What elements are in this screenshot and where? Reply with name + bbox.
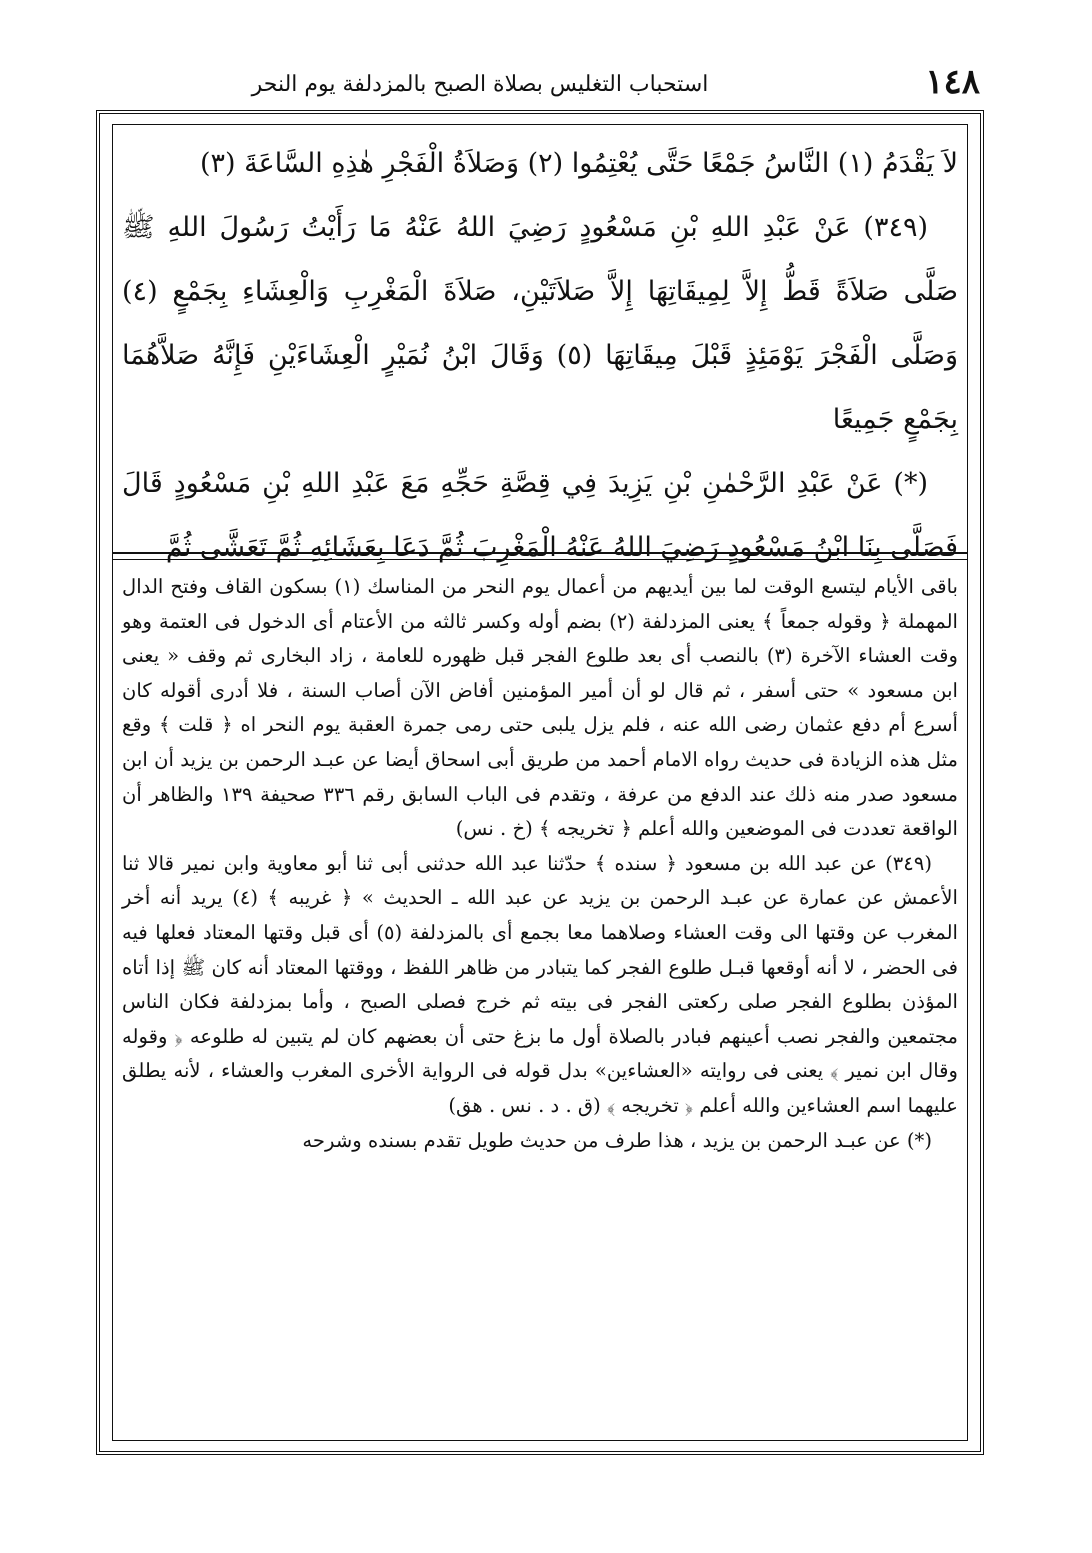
main-text [122, 132, 958, 580]
main-paragraph-3: (*) عَنْ عَبْدِ الرَّحْمٰنِ بْنِ يَزِيدَ فِي قِصَّةِ حَجِّهِ مَعَ عَبْدِ اللهِ بْنِ مَسْعُودٍ قَالَ فَصَلَّى بِنَا ابْنُ مَسْعُودٍ رَضِيَ اللهُ عَنْهُ الْمَغْرِبَ ثُمَّ دَعَا بِعَشَائِهِ ثُمَّ تَعَشَّى ثُمَّ [122, 468, 958, 563]
running-title: استحباب التغليس بصلاة الصبح بالمزدلفة يوم النحر [251, 72, 709, 97]
main-paragraph-2: (٣٤٩) عَنْ عَبْدِ اللهِ بْنِ مَسْعُودٍ رَضِيَ اللهُ عَنْهُ مَا رَأَيْتُ رَسُولَ اللهِ ﷺ صَلَّى صَلاَةً قَطُّ إِلاَّ لِمِيقَاتِهَا إِلاَّ صَلاَتَيْنِ، صَلاَةَ الْمَغْرِبِ وَالْعِشَاءِ بِجَمْعٍ (٤) وَصَلَّى الْفَجْرَ يَوْمَئِذٍ قَبْلَ مِيقَاتِهَا (٥) وَقَالَ ابْنُ نُمَيْرٍ الْعِشَاءَيْنِ فَإِنَّهُ صَلاَّهُمَا بِجَمْعٍ جَمِيعًا [122, 212, 958, 435]
page-header [100, 64, 980, 108]
page-number: ١٤٨ [925, 62, 980, 102]
commentary [122, 570, 958, 1158]
commentary-paragraph-1: باقى الأيام ليتسع الوقت لما بين أيديهم من أعمال يوم النحر من المناسك (١) بسكون القاف وفتح الدال المهملة ﴿ وقوله جمعاً ﴾ يعنى المزدلفة (٢) بضم أوله وكسر ثالثه من الأعتام أى الدخول فى العتمة وهو وقت العشاء الآخرة (٣) بالنصب أى بعد طلوع الفجر قبل ظهوره للعامة ، زاد البخارى ثم وقف « يعنى ابن مسعود » حتى أسفر ، ثم قال لو أن أمير المؤمنين أفاض الآن أصاب السنة ، فلا أدرى أقوله كان أسرع أم دفع عثمان رضى الله عنه ، فلم يزل يلبى حتى رمى جمرة العقبة يوم النحر اه ﴿ قلت ﴾ وقع مثل هذه الزيادة فى حديث رواه الامام أحمد من طريق أبى اسحاق أيضا عن عبـد الرحمن بن يزيد أن ابن مسعود صدر منه ذلك عند الدفع من عرفة ، وتقدم فى الباب السابق رقم ٣٣٦ صحيفة ١٣٩ والظاهر أن الواقعة تعددت فى الموضعين والله أعلم ﴿ تخريجه ﴾ (خ . نس) [122, 575, 959, 841]
commentary-paragraph-2: (٣٤٩) عن عبد الله بن مسعود ﴿ سنده ﴾ حدّثنا عبد الله حدثنى أبى ثنا أبو معاوية وابن نمير قالا ثنا الأعمش عن عمارة عن عبـد الرحمن بن يزيد عن عبد الله ـ الحديث » ﴿ غريبه ﴾ (٤) يريد أنه أخر المغرب عن وقتها الى وقت العشاء وصلاهما معا بجمع أى بالمزدلفة (٥) أى قبل وقتها المعتاد فعلها فيه فى الحضر ، لا أنه أوقعها قبـل طلوع الفجر كما يتبادر من ظاهر اللفظ ، ووقتها المعتاد أنه كان ﷺ إذا أتاه المؤذن بطلوع الفجر صلى ركعتى الفجر فى بيته ثم خرج فصلى الصبح ، وأما بمزدلفة فكان الناس مجتمعين والفجر نصب أعينهم فبادر بالصلاة أول ما بزغ حتى أن بعضهم كان لم يتبين له طلوعه ﴿ وقوله وقال ابن نمير ﴾ يعنى فى روايته «العشاءين» بدل قوله فى الرواية الأخرى المغرب والعشاء ، لأنه يطلق عليهما اسم العشاءين والله أعلم ﴿ تخريجه ﴾ (ق . د . نس . هق) [122, 851, 959, 1117]
main-paragraph-1: لاَ يَقْدَمُ (١) النَّاسُ جَمْعًا حَتَّى يُعْتِمُوا (٢) وَصَلاَةُ الْفَجْرِ هٰذِهِ السَّاعَةَ (٣) [199, 148, 958, 179]
section-divider [112, 552, 968, 560]
commentary-paragraph-3: (*) عن عبـد الرحمن بن يزيد ، هذا طرف من حديث طويل تقدم بسنده وشرحه [302, 1128, 932, 1152]
